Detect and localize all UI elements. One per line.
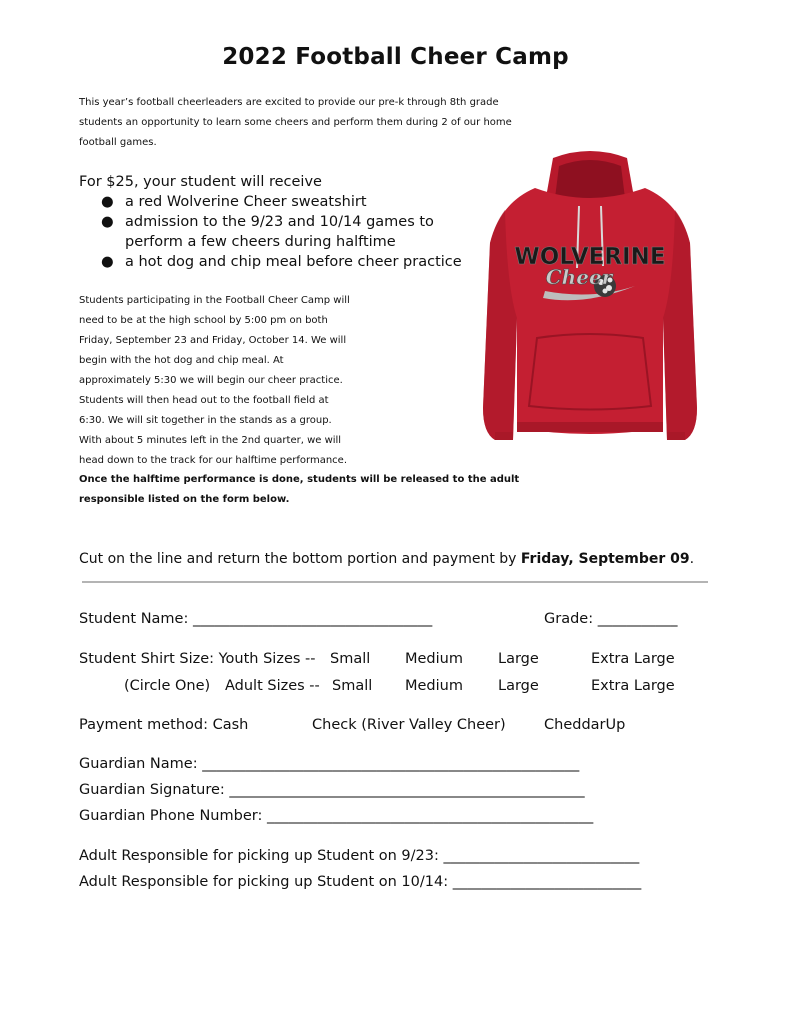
payment-method-cash[interactable]: Payment method: Cash	[79, 717, 249, 733]
youth-size-extra-large[interactable]: Extra Large	[591, 651, 675, 667]
intro-line: students an opportunity to learn some cheers and perform them during 2 of our home	[79, 117, 512, 128]
hoodie-script-text: Cheer	[545, 265, 613, 289]
details-line: Students will then head out to the football field at	[79, 395, 329, 406]
details-line: approximately 5:30 we will begin our cheer practice.	[79, 375, 343, 386]
details-line: With about 5 minutes left in the 2nd quarter, we will	[79, 435, 342, 446]
bullet-icon: ●	[101, 194, 114, 210]
list-item-text-continued: perform a few cheers during halftime	[125, 234, 396, 250]
youth-size-large[interactable]: Large	[498, 651, 539, 667]
benefits-list	[101, 192, 462, 272]
cut-instruction-text: Cut on the line and return the bottom portion and payment by	[79, 551, 521, 567]
youth-size-small[interactable]: Small	[330, 651, 371, 667]
guardian-phone-field[interactable]: Guardian Phone Number: _____________________________________________	[79, 808, 594, 824]
page-title: 2022 Football Cheer Camp	[222, 44, 569, 70]
details-line: begin with the hot dog and chip meal. At	[79, 355, 284, 366]
list-item-text: a red Wolverine Cheer sweatshirt	[125, 194, 367, 210]
cut-instruction-end: .	[689, 551, 695, 567]
list-item	[101, 252, 462, 272]
grade-field[interactable]: Grade: ___________	[544, 611, 678, 627]
shirt-size-label: Student Shirt Size: Youth Sizes --	[79, 651, 316, 667]
list-item	[101, 192, 462, 212]
youth-size-medium[interactable]: Medium	[405, 651, 463, 667]
release-note-line: responsible listed on the form below.	[79, 494, 290, 505]
adult-size-small[interactable]: Small	[332, 678, 373, 694]
cut-instruction	[79, 549, 694, 569]
bullet-icon: ●	[101, 214, 114, 230]
adult-size-extra-large[interactable]: Extra Large	[591, 678, 675, 694]
adult-responsible-1014-field[interactable]: Adult Responsible for picking up Student on 10/14: __________________________	[79, 874, 642, 890]
details-line: head down to the track for our halftime performance.	[79, 455, 347, 466]
payment-method-cheddarup[interactable]: CheddarUp	[544, 717, 626, 733]
adult-responsible-923-field[interactable]: Adult Responsible for picking up Student on 9/23: ___________________________	[79, 848, 640, 864]
intro-line: This year’s football cheerleaders are excited to provide our pre-k through 8th grade	[79, 97, 499, 108]
details-paragraph	[79, 291, 474, 471]
deadline-date: Friday, September 09	[520, 551, 690, 567]
list-item-text: a hot dog and chip meal before cheer practice	[125, 254, 462, 270]
details-line: Friday, September 23 and Friday, October 14. We will	[79, 335, 347, 346]
intro-paragraph	[79, 93, 719, 153]
details-line: Students participating in the Football Cheer Camp will	[79, 295, 350, 306]
release-note	[79, 470, 719, 510]
release-note-line: Once the halftime performance is done, students will be released to the adult	[79, 474, 520, 485]
price-line: For $25, your student will receive	[79, 174, 322, 190]
payment-method-check[interactable]: Check (River Valley Cheer)	[312, 717, 506, 733]
details-line: 6:30. We will sit together in the stands as a group.	[79, 415, 332, 426]
details-line: need to be at the high school by 5:00 pm on both	[79, 315, 328, 326]
student-name-field[interactable]: Student Name: _________________________________	[79, 611, 433, 627]
hoodie-icon	[483, 151, 697, 440]
guardian-signature-field[interactable]: Guardian Signature: _________________________________________________	[79, 782, 585, 798]
bullet-icon: ●	[101, 254, 114, 270]
list-item-text: admission to the 9/23 and 10/14 games to	[125, 214, 434, 230]
circle-one-label: (Circle One)	[124, 678, 211, 694]
hoodie-logo-text: WOLVERINE	[514, 244, 666, 270]
adult-sizes-label: Adult Sizes --	[225, 678, 320, 694]
adult-size-medium[interactable]: Medium	[405, 678, 463, 694]
intro-line: football games.	[79, 137, 157, 148]
adult-size-large[interactable]: Large	[498, 678, 539, 694]
hoodie-image	[475, 148, 705, 453]
guardian-name-field[interactable]: Guardian Name: ____________________________________________________	[79, 756, 580, 772]
cut-line-divider	[82, 581, 708, 583]
list-item	[101, 212, 462, 252]
